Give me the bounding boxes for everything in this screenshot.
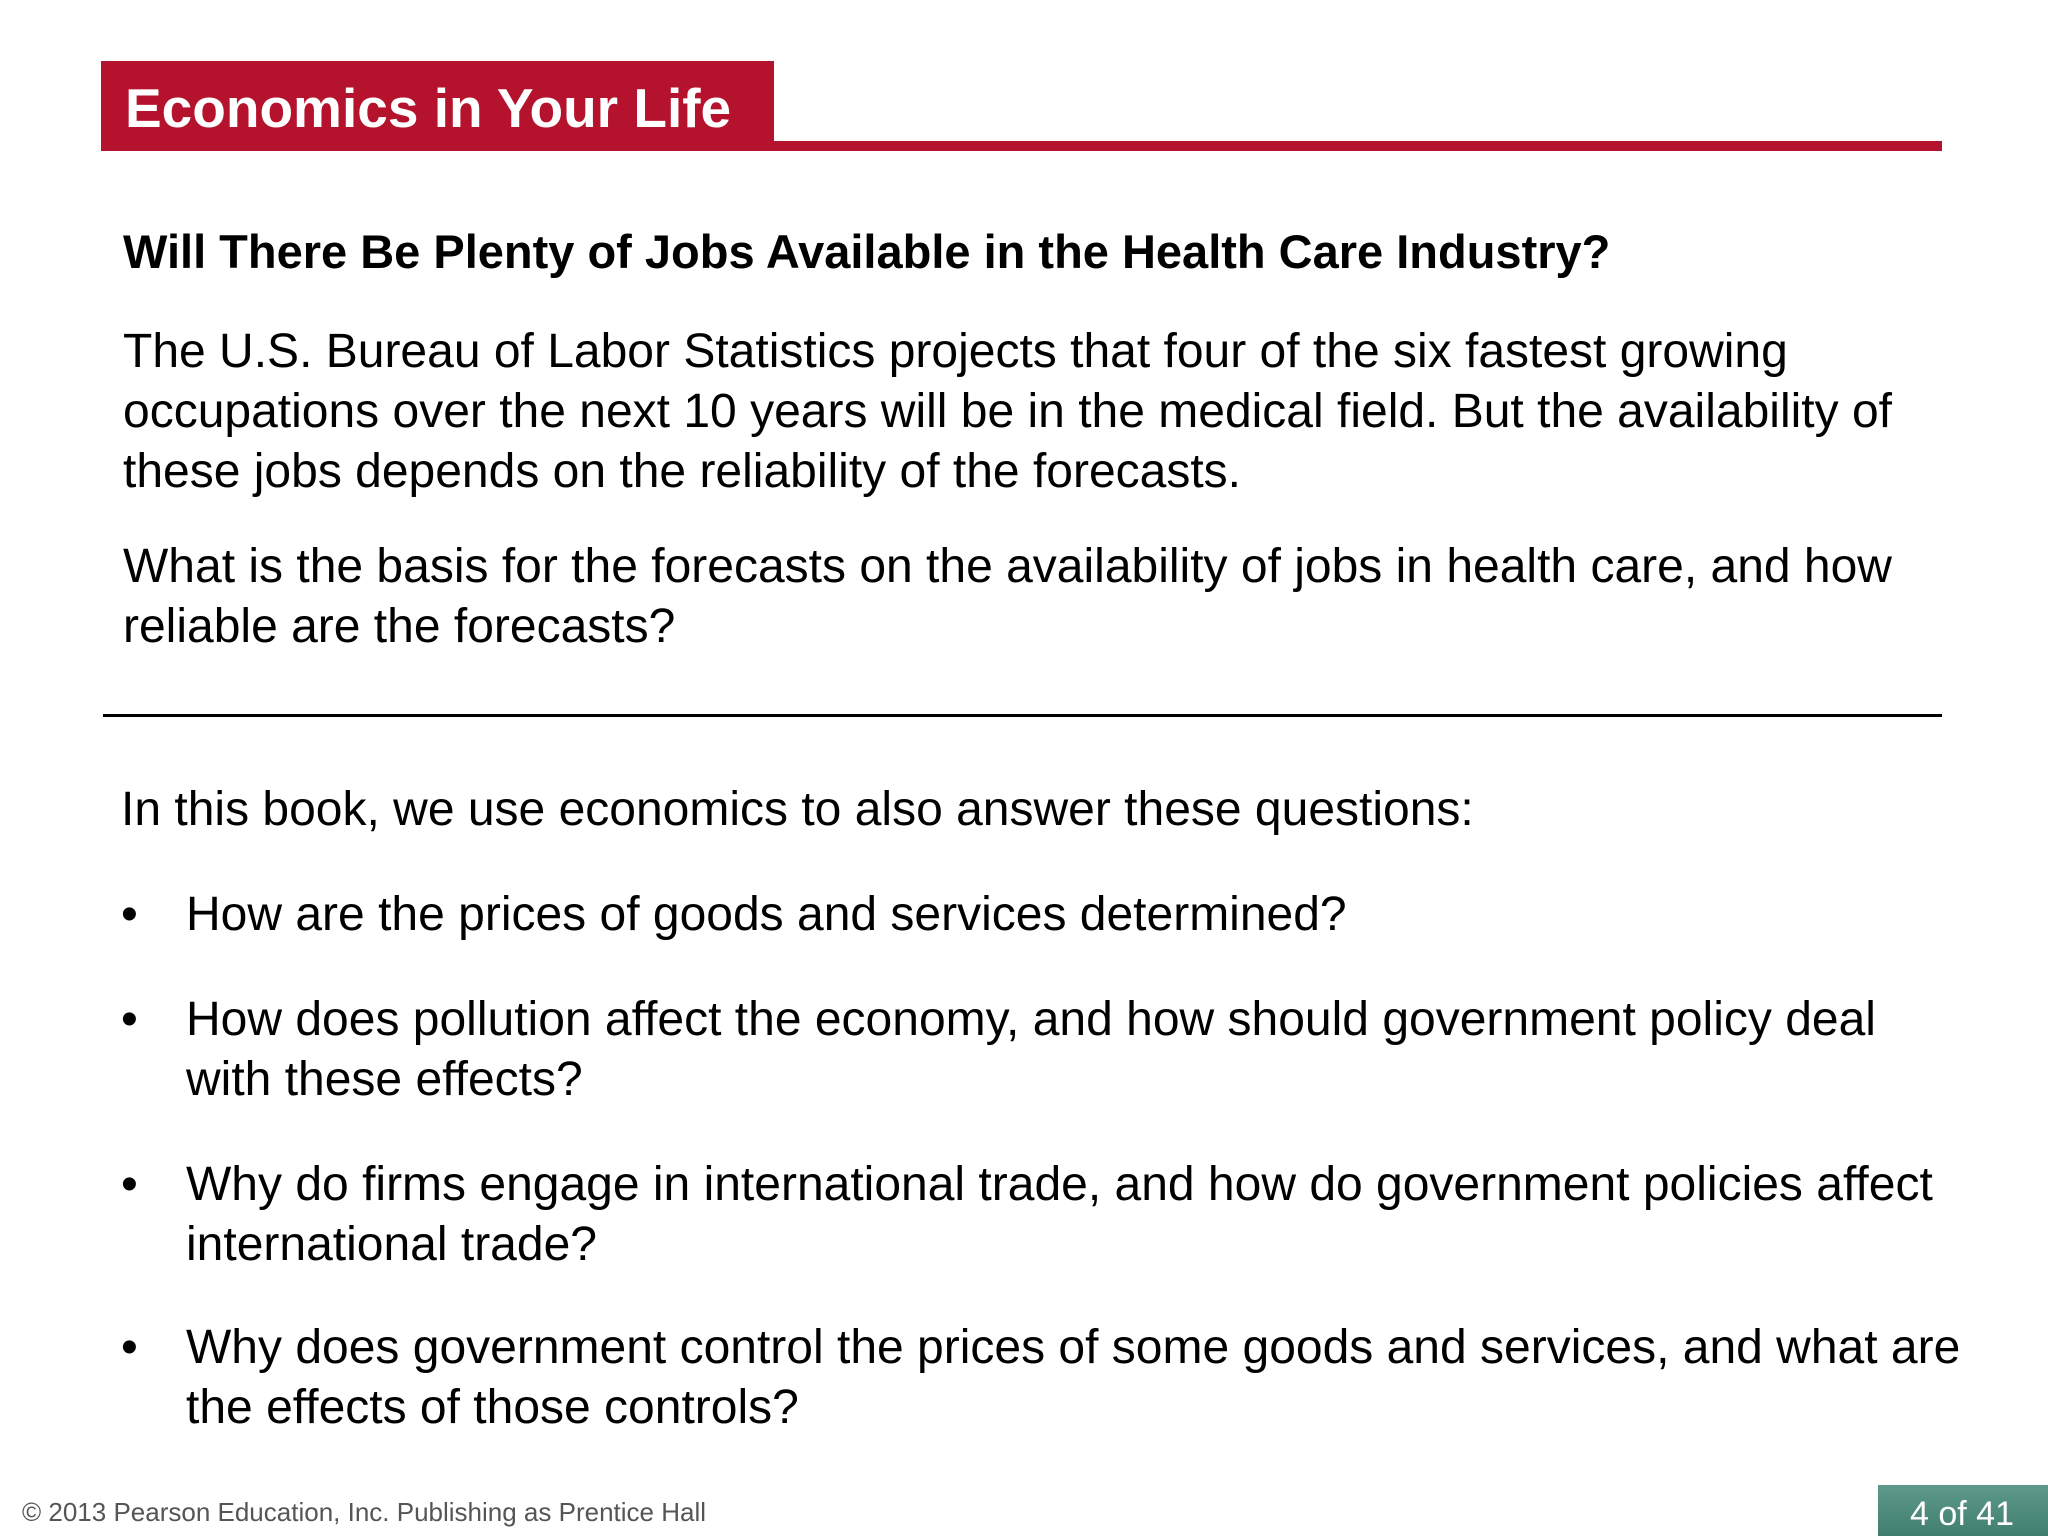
list-item	[121, 885, 1961, 945]
page-indicator: 4 of 41	[1878, 1485, 2048, 1536]
list-item	[121, 1318, 1961, 1438]
question-paragraph-1: The U.S. Bureau of Labor Statistics projects that four of the six fastest growing occupations over the next 10 years will be in the medical field. But the availability of these jobs depends on the reliability of the forecasts.	[123, 325, 1892, 498]
bullet-icon: •	[121, 993, 138, 1046]
question-list	[121, 885, 1961, 1483]
bullet-icon: •	[121, 888, 138, 941]
question-paragraph-2: What is the basis for the forecasts on the availability of jobs in health care, and how reliable are the forecasts?	[123, 540, 1892, 653]
list-item-text: How does pollution affect the economy, and how should government policy deal with these effects?	[186, 993, 1876, 1106]
copyright-notice: © 2013 Pearson Education, Inc. Publishing as Prentice Hall	[22, 1497, 706, 1527]
header-rule	[774, 141, 1942, 151]
list-item	[121, 990, 1961, 1110]
bullet-icon: •	[121, 1321, 138, 1374]
book-intro: In this book, we use economics to also answer these questions:	[121, 783, 1474, 836]
list-item	[121, 1155, 1961, 1275]
bullet-icon: •	[121, 1158, 138, 1211]
list-item-text: Why does government control the prices of some goods and services, and what are the effects of those controls?	[186, 1321, 1961, 1434]
section-title: Economics in Your Life	[125, 76, 732, 139]
section-header-tab	[101, 61, 774, 151]
question-heading: Will There Be Plenty of Jobs Available in the Health Care Industry?	[123, 225, 1611, 278]
section-divider	[103, 714, 1942, 717]
list-item-text: Why do firms engage in international trade, and how do government policies affect international trade?	[186, 1158, 1933, 1271]
list-item-text: How are the prices of goods and services determined?	[186, 888, 1347, 941]
